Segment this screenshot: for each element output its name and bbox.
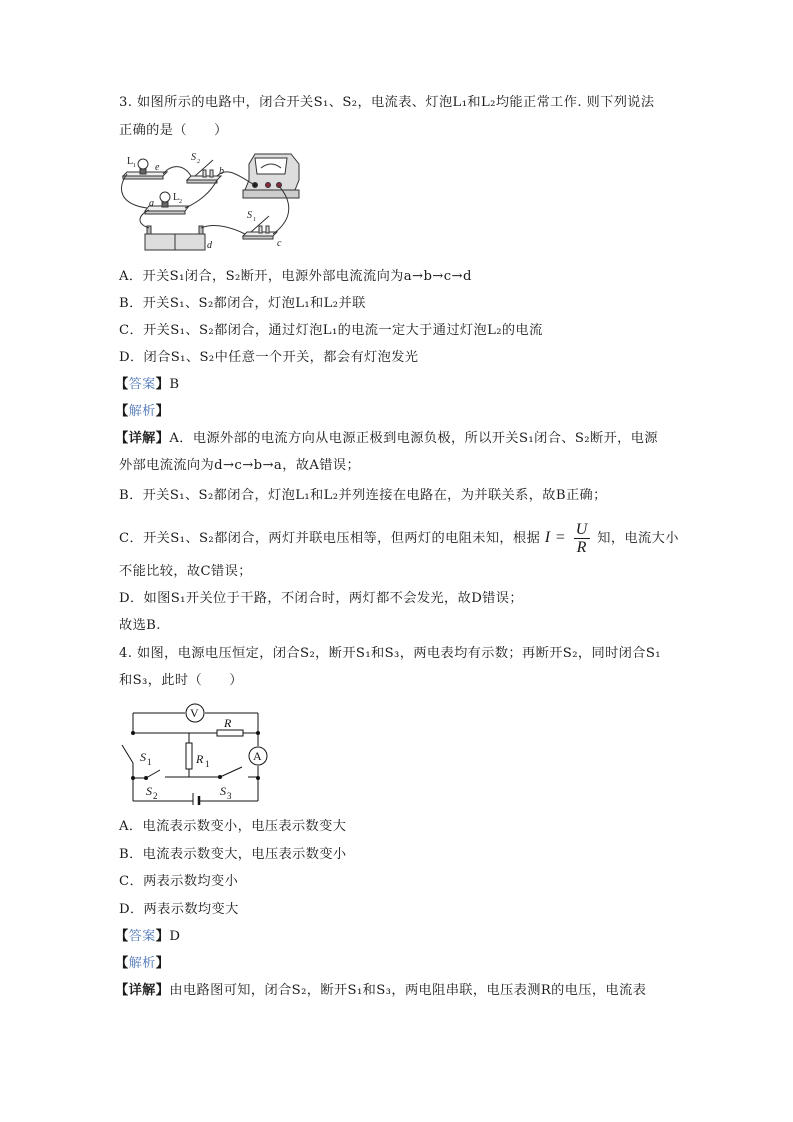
- svg-text:3: 3: [227, 791, 232, 801]
- q4-answer: 【答案】D: [115, 929, 181, 944]
- q4-stem-line1: 4. 如图，电源电压恒定，闭合S₂，断开S₁和S₃，两电表均有示数；再断开S₂，同时闭合S₁: [119, 646, 661, 661]
- svg-text:b: b: [219, 166, 224, 177]
- q4-schematic-figure: [120, 703, 270, 805]
- formula-fraction: $\frac{U}{R}$: [575, 521, 588, 556]
- q3-detail-line7: 故选B.: [119, 618, 161, 633]
- svg-text:e: e: [155, 162, 160, 173]
- q3-analysis-heading: 【解析】: [115, 404, 170, 419]
- svg-text:1: 1: [253, 217, 256, 223]
- answer-value: B: [169, 377, 180, 392]
- svg-text:S: S: [247, 210, 252, 221]
- svg-text:S: S: [146, 784, 152, 798]
- q3-option-b: B．开关S₁、S₂都闭合，灯泡L₁和L₂并联: [119, 296, 366, 311]
- answer-tag: 答案: [128, 377, 156, 392]
- q3-answer: 【答案】B: [115, 377, 180, 392]
- q4-detail-line1: 【详解】由电路图可知，闭合S₂，断开S₁和S₃，两电阻串联，电压表测R的电压，电流表: [115, 983, 647, 998]
- q3-detail-line3: B．开关S₁、S₂都闭合，灯泡L₁和L₂并列连接在电路在，为并联关系，故B正确；: [119, 488, 607, 503]
- svg-text:V: V: [190, 706, 199, 720]
- q4-stem-line2: 和S₃，此时（ ）: [119, 673, 243, 688]
- svg-text:1: 1: [133, 163, 136, 169]
- svg-text:S: S: [191, 152, 196, 163]
- q4-option-a: A．电流表示数变小，电压表示数变大: [119, 819, 347, 834]
- q4-analysis-heading: 【解析】: [115, 956, 170, 971]
- svg-text:A: A: [253, 749, 262, 763]
- svg-text:2: 2: [197, 159, 200, 165]
- svg-text:1: 1: [147, 757, 152, 767]
- q3-option-d: D．闭合S₁、S₂中任意一个开关，都会有灯泡发光: [119, 350, 419, 365]
- q4-option-d: D．两表示数均变大: [119, 902, 239, 917]
- svg-text:a: a: [149, 198, 154, 209]
- svg-text:R: R: [196, 752, 204, 766]
- q3-option-a: A．开关S₁闭合，S₂断开，电源外部电流流向为a→b→c→d: [119, 269, 472, 284]
- svg-text:d: d: [207, 240, 212, 251]
- svg-text:c: c: [277, 238, 282, 249]
- q3-option-c: C．开关S₁、S₂都闭合，通过灯泡L₁的电流一定大于通过灯泡L₂的电流: [119, 323, 543, 338]
- svg-text:L: L: [173, 192, 180, 203]
- svg-text:2: 2: [153, 791, 158, 801]
- q3-detail-line6: D．如图S₁开关位于干路，不闭合时，两灯都不会发光，故D错误；: [119, 591, 523, 606]
- answer-value: D: [169, 929, 181, 944]
- formula-lhs: I =: [544, 529, 567, 546]
- svg-text:S: S: [220, 784, 226, 798]
- svg-text:L: L: [127, 156, 134, 167]
- q3-detail-line1: 【详解】A．电源外部的电流方向从电源正极到电源负极，所以开关S₁闭合、S₂断开，电源: [115, 431, 658, 446]
- q4-option-c: C．两表示数均变小: [119, 874, 239, 889]
- q3-circuit-figure: [115, 148, 310, 253]
- svg-text:2: 2: [179, 199, 182, 205]
- q3-detail-line5: 不能比较，故C错误；: [119, 564, 252, 579]
- q3-detail-line4: C．开关S₁、S₂都闭合，两灯并联电压相等，但两灯的电阻未知，根据 I = $\frac{U}{R}$ 知，电流大小: [119, 521, 679, 556]
- q3-detail-line2: 外部电流流向为d→c→b→a，故A错误；: [119, 458, 361, 473]
- q3-stem-line1: 3. 如图所示的电路中，闭合开关S₁、S₂，电流表、灯泡L₁和L₂均能正常工作. 则下列说法: [119, 95, 655, 110]
- q3-stem-line2: 正确的是（ ）: [119, 123, 228, 138]
- q4-option-b: B．电流表示数变大，电压表示数变小: [119, 847, 347, 862]
- svg-text:1: 1: [205, 759, 210, 769]
- svg-text:S: S: [140, 750, 146, 764]
- svg-text:R: R: [224, 716, 232, 730]
